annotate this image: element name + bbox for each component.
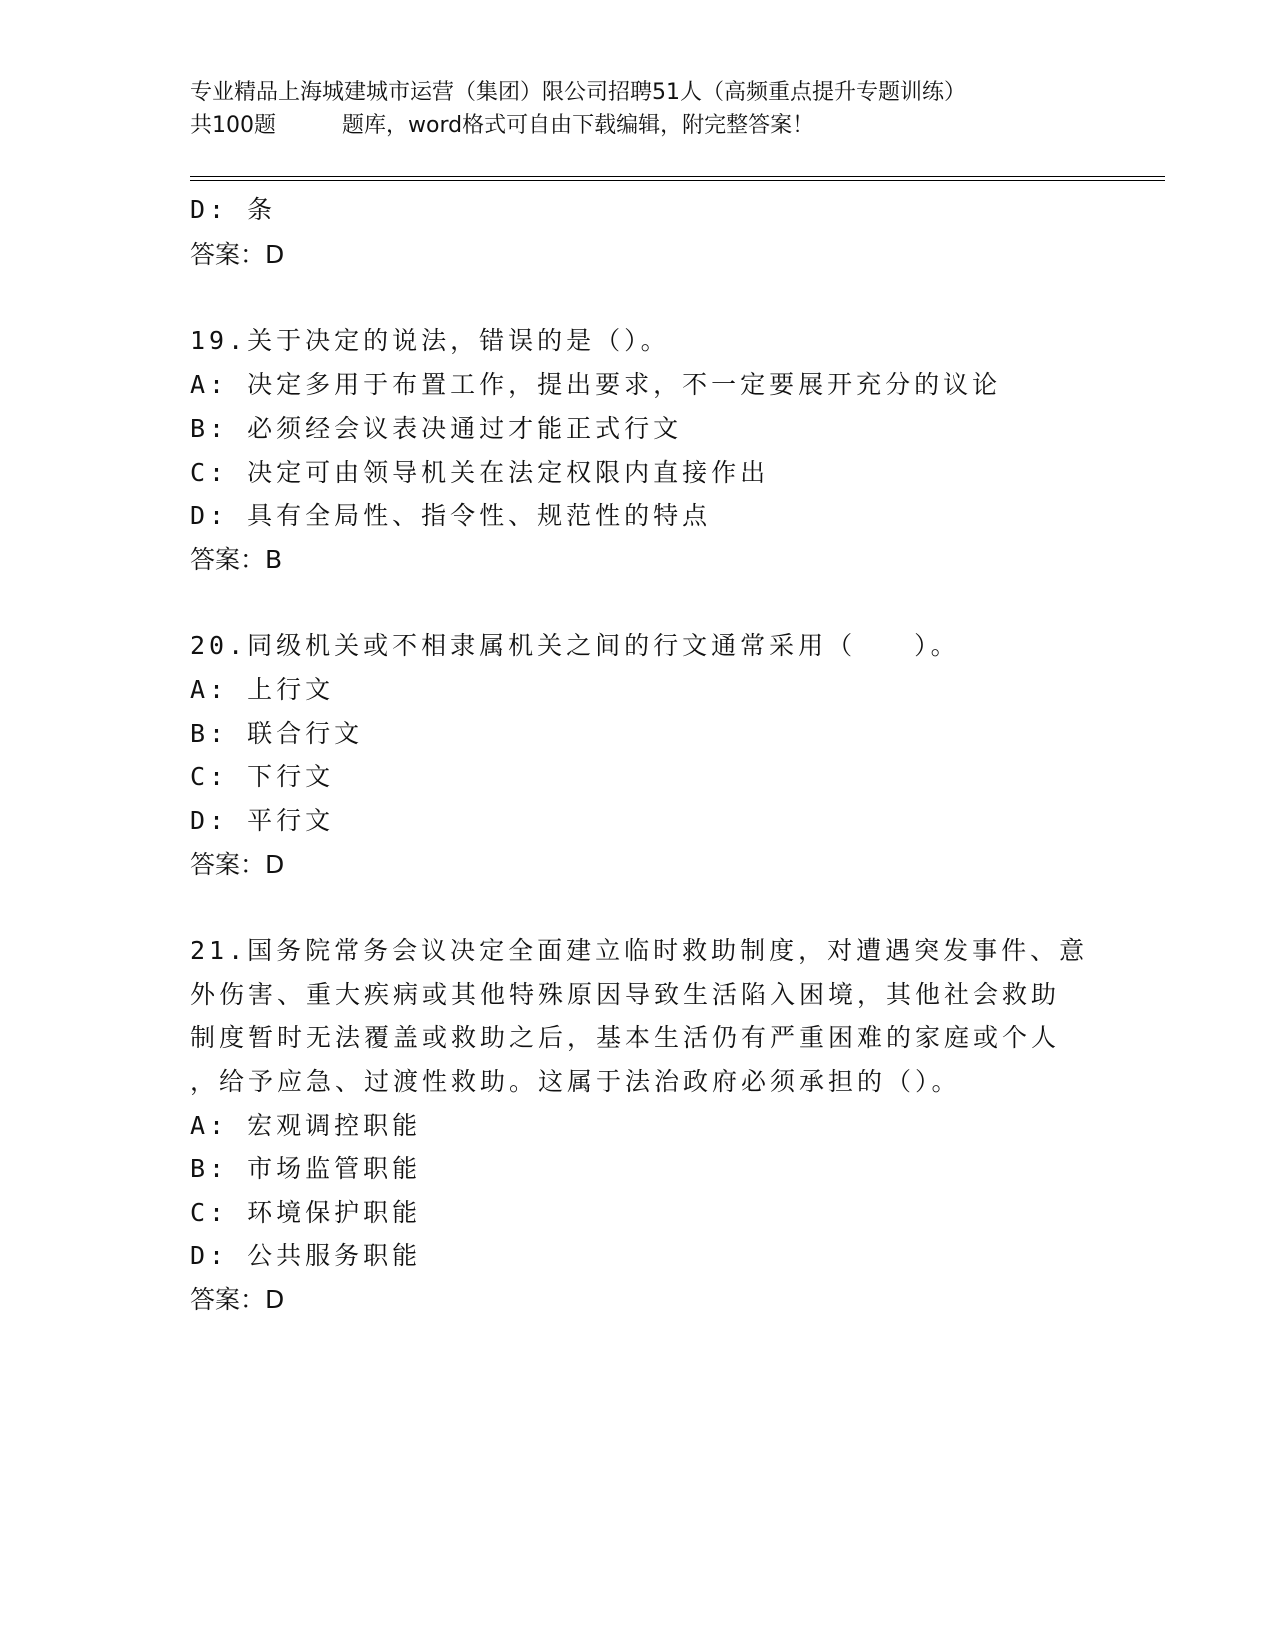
header-subtitle	[190, 109, 1090, 142]
q19-option-a: A: 决定多用于布置工作，提出要求，不一定要展开充分的议论	[190, 370, 1002, 399]
q21-answer: 答案：D	[190, 1285, 285, 1314]
q19-option-b: B: 必须经会议表决通过才能正式行文	[190, 414, 683, 443]
header-description: 题库，word格式可自由下载编辑，附完整答案！	[342, 113, 815, 138]
q20-option-b: B: 联合行文	[190, 719, 364, 748]
q19-option-d: D: 具有全局性、指令性、规范性的特点	[190, 501, 712, 530]
q21-stem-line3: 制度暂时无法覆盖或救助之后，基本生活仍有严重困难的家庭或个人	[190, 1023, 1061, 1052]
q21-option-a: A: 宏观调控职能	[190, 1111, 422, 1140]
header-question-count: 共100题	[190, 113, 276, 138]
q20-option-d: D: 平行文	[190, 806, 335, 835]
q20-stem: 20.同级机关或不相隶属机关之间的行文通常采用（ ）。	[190, 631, 960, 660]
header-rule-top	[190, 176, 1165, 177]
prev-answer: 答案：D	[190, 240, 285, 269]
q19-answer: 答案：B	[190, 545, 283, 574]
q19-stem: 19.关于决定的说法，错误的是（）。	[190, 326, 670, 355]
q20-answer: 答案：D	[190, 850, 285, 879]
document-header	[190, 76, 1090, 142]
header-title: 专业精品上海城建城市运营（集团）限公司招聘51人（高频重点提升专题训练）	[190, 80, 966, 105]
q20-option-c: C: 下行文	[190, 762, 335, 791]
q21-stem-line1: 21.国务院常务会议决定全面建立临时救助制度，对遭遇突发事件、意	[190, 936, 1089, 965]
q21-option-d: D: 公共服务职能	[190, 1241, 422, 1270]
q21-stem-line2: 外伤害、重大疾病或其他特殊原因导致生活陷入困境，其他社会救助	[190, 980, 1061, 1009]
q21-option-c: C: 环境保护职能	[190, 1198, 422, 1227]
q19-option-c: C: 决定可由领导机关在法定权限内直接作出	[190, 458, 770, 487]
q20-option-a: A: 上行文	[190, 675, 335, 704]
q21-option-b: B: 市场监管职能	[190, 1154, 422, 1183]
prev-option-d: D: 条	[190, 195, 277, 224]
header-rule-bottom	[190, 180, 1165, 181]
q21-stem-line4: ，给予应急、过渡性救助。这属于法治政府必须承担的（）。	[190, 1067, 961, 1096]
